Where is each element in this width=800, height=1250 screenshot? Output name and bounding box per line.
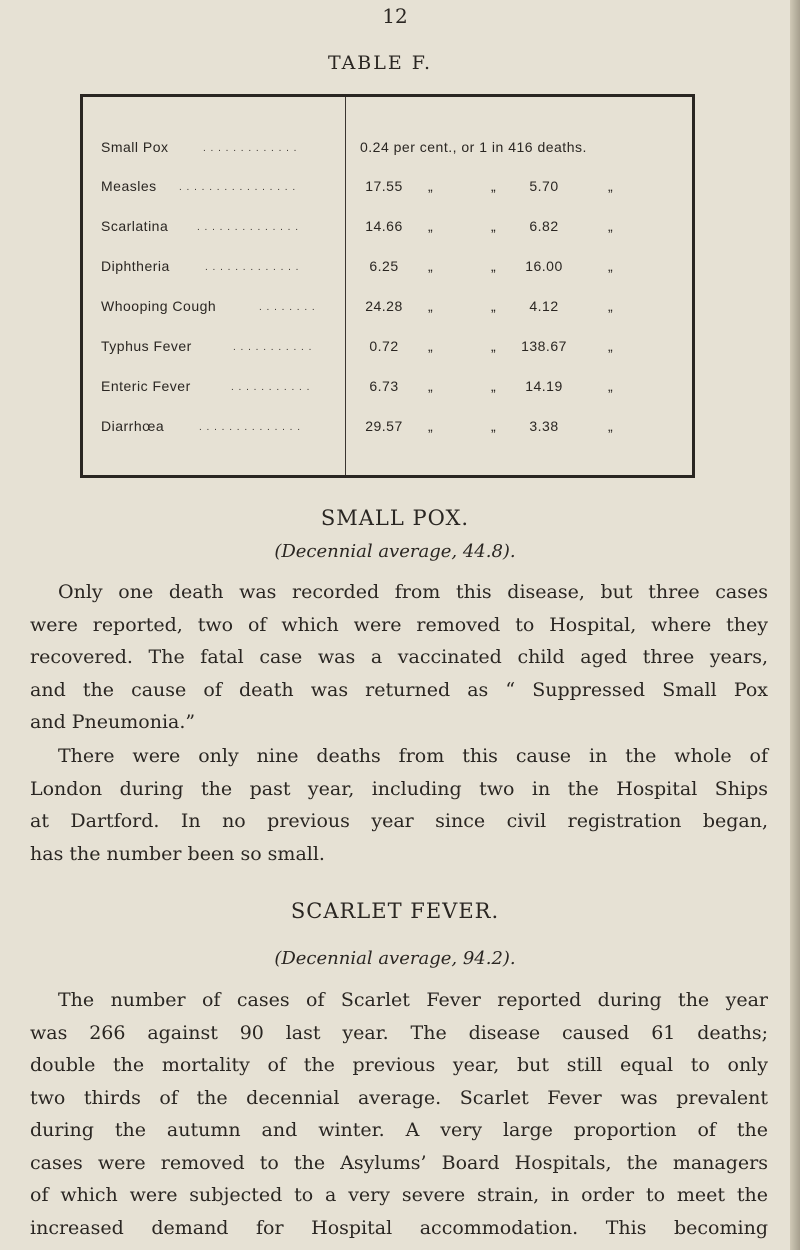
- ditto-mark: „: [428, 418, 434, 434]
- text-line: at Dartford. In no previous year since civil registration began,: [30, 810, 768, 832]
- text-line: were reported, two of which were removed to Hospital, where they: [30, 613, 768, 636]
- text-line: recovered. The fatal case was a vaccinated child aged three years,: [30, 646, 768, 668]
- table-title: TABLE F.: [327, 52, 433, 74]
- dot-leader: . . . . . . . . . . . . .: [205, 262, 300, 273]
- ditto-mark: „: [491, 378, 497, 394]
- ditto-mark: „: [608, 418, 614, 434]
- text-line: Only one death was recorded from this disease, but three cases: [58, 581, 768, 603]
- deaths-ratio: 4.12: [529, 298, 559, 314]
- section-heading-small-pox: SMALL POX.: [320, 506, 470, 530]
- ditto-mark: „: [608, 218, 614, 234]
- ditto-mark: „: [428, 218, 434, 234]
- ditto-mark: „: [428, 338, 434, 354]
- text-line: There were only nine deaths from this cause in the whole of: [58, 745, 768, 767]
- disease-name: Small Pox: [101, 139, 169, 155]
- ditto-mark: „: [491, 178, 497, 194]
- disease-name: Scarlatina: [101, 218, 169, 234]
- dot-leader: . . . . . . . . . . . . . .: [197, 222, 300, 233]
- book-spine-edge: [790, 0, 800, 1250]
- disease-name: Enteric Fever: [101, 378, 191, 394]
- percent-value: 29.57: [365, 418, 403, 434]
- percent-value: 6.25: [369, 258, 399, 274]
- disease-name: Measles: [101, 178, 157, 194]
- text-line: double the mortality of the previous year, but still equal to only: [30, 1054, 768, 1076]
- mortality-table: [80, 94, 695, 478]
- table-row: [83, 378, 692, 418]
- row-text: 0.24 per cent., or 1 in 416 deaths.: [360, 139, 587, 155]
- deaths-ratio: 14.19: [525, 378, 563, 394]
- percent-value: 6.73: [369, 378, 399, 394]
- table-row-small-pox: [83, 139, 692, 179]
- text-line: The number of cases of Scarlet Fever reported during the year: [58, 989, 768, 1011]
- ditto-mark: „: [428, 178, 434, 194]
- table-row: [83, 218, 692, 258]
- deaths-ratio: 5.70: [529, 178, 559, 194]
- percent-value: 0.72: [369, 338, 399, 354]
- dot-leader: . . . . . . . . . . . . .: [203, 143, 298, 154]
- ditto-mark: „: [428, 298, 434, 314]
- section-heading-scarlet-fever: SCARLET FEVER.: [290, 899, 500, 923]
- text-line: increased demand for Hospital accommodation. This becoming: [30, 1216, 768, 1239]
- ditto-mark: „: [491, 418, 497, 434]
- table-row: [83, 418, 692, 458]
- decennial-average: (Decennial average, 44.8).: [274, 541, 516, 562]
- deaths-ratio: 3.38: [529, 418, 559, 434]
- table-row: [83, 298, 692, 338]
- dot-leader: . . . . . . . . . . . . . . . .: [179, 182, 297, 193]
- disease-name: Whooping Cough: [101, 298, 217, 314]
- text-line: and Pneumonia.”: [30, 711, 196, 733]
- deaths-ratio: 138.67: [521, 338, 567, 354]
- ditto-mark: „: [428, 258, 434, 274]
- percent-value: 14.66: [365, 218, 403, 234]
- disease-name: Diphtheria: [101, 258, 170, 274]
- dot-leader: . . . . . . . .: [259, 302, 316, 313]
- table-row: [83, 178, 692, 218]
- ditto-mark: „: [428, 378, 434, 394]
- percent-value: 24.28: [365, 298, 403, 314]
- paragraph: [30, 576, 768, 739]
- text-line: cases were removed to the Asylums’ Board Hospitals, the managers: [30, 1151, 768, 1174]
- paragraph: [30, 740, 768, 870]
- text-line: of which were subjected to a very severe strain, in order to meet the: [30, 1184, 768, 1206]
- text-line: during the autumn and winter. A very large proportion of the: [30, 1119, 768, 1141]
- disease-name: Typhus Fever: [101, 338, 192, 354]
- dot-leader: . . . . . . . . . . . . . .: [199, 422, 302, 433]
- text-line: and the cause of death was returned as “ Suppressed Small Pox: [30, 678, 768, 701]
- ditto-mark: „: [608, 178, 614, 194]
- ditto-mark: „: [491, 338, 497, 354]
- paragraph: [30, 984, 768, 1244]
- text-line: was 266 against 90 last year. The disease caused 61 deaths;: [30, 1021, 768, 1044]
- deaths-ratio: 6.82: [529, 218, 559, 234]
- ditto-mark: „: [491, 258, 497, 274]
- ditto-mark: „: [608, 258, 614, 274]
- ditto-mark: „: [491, 298, 497, 314]
- text-line: two thirds of the decennial average. Scarlet Fever was prevalent: [30, 1086, 768, 1109]
- dot-leader: . . . . . . . . . . .: [231, 382, 311, 393]
- table-row: [83, 338, 692, 378]
- ditto-mark: „: [608, 298, 614, 314]
- table-row: [83, 258, 692, 298]
- ditto-mark: „: [608, 338, 614, 354]
- text-line: has the number been so small.: [30, 842, 325, 865]
- page-number: 12: [382, 4, 408, 28]
- deaths-ratio: 16.00: [525, 258, 563, 274]
- percent-value: 17.55: [365, 178, 403, 194]
- decennial-average: (Decennial average, 94.2).: [274, 948, 516, 969]
- dot-leader: . . . . . . . . . . .: [233, 342, 313, 353]
- ditto-mark: „: [491, 218, 497, 234]
- ditto-mark: „: [608, 378, 614, 394]
- text-line: London during the past year, including two in the Hospital Ships: [30, 777, 768, 800]
- disease-name: Diarrhœa: [101, 418, 165, 434]
